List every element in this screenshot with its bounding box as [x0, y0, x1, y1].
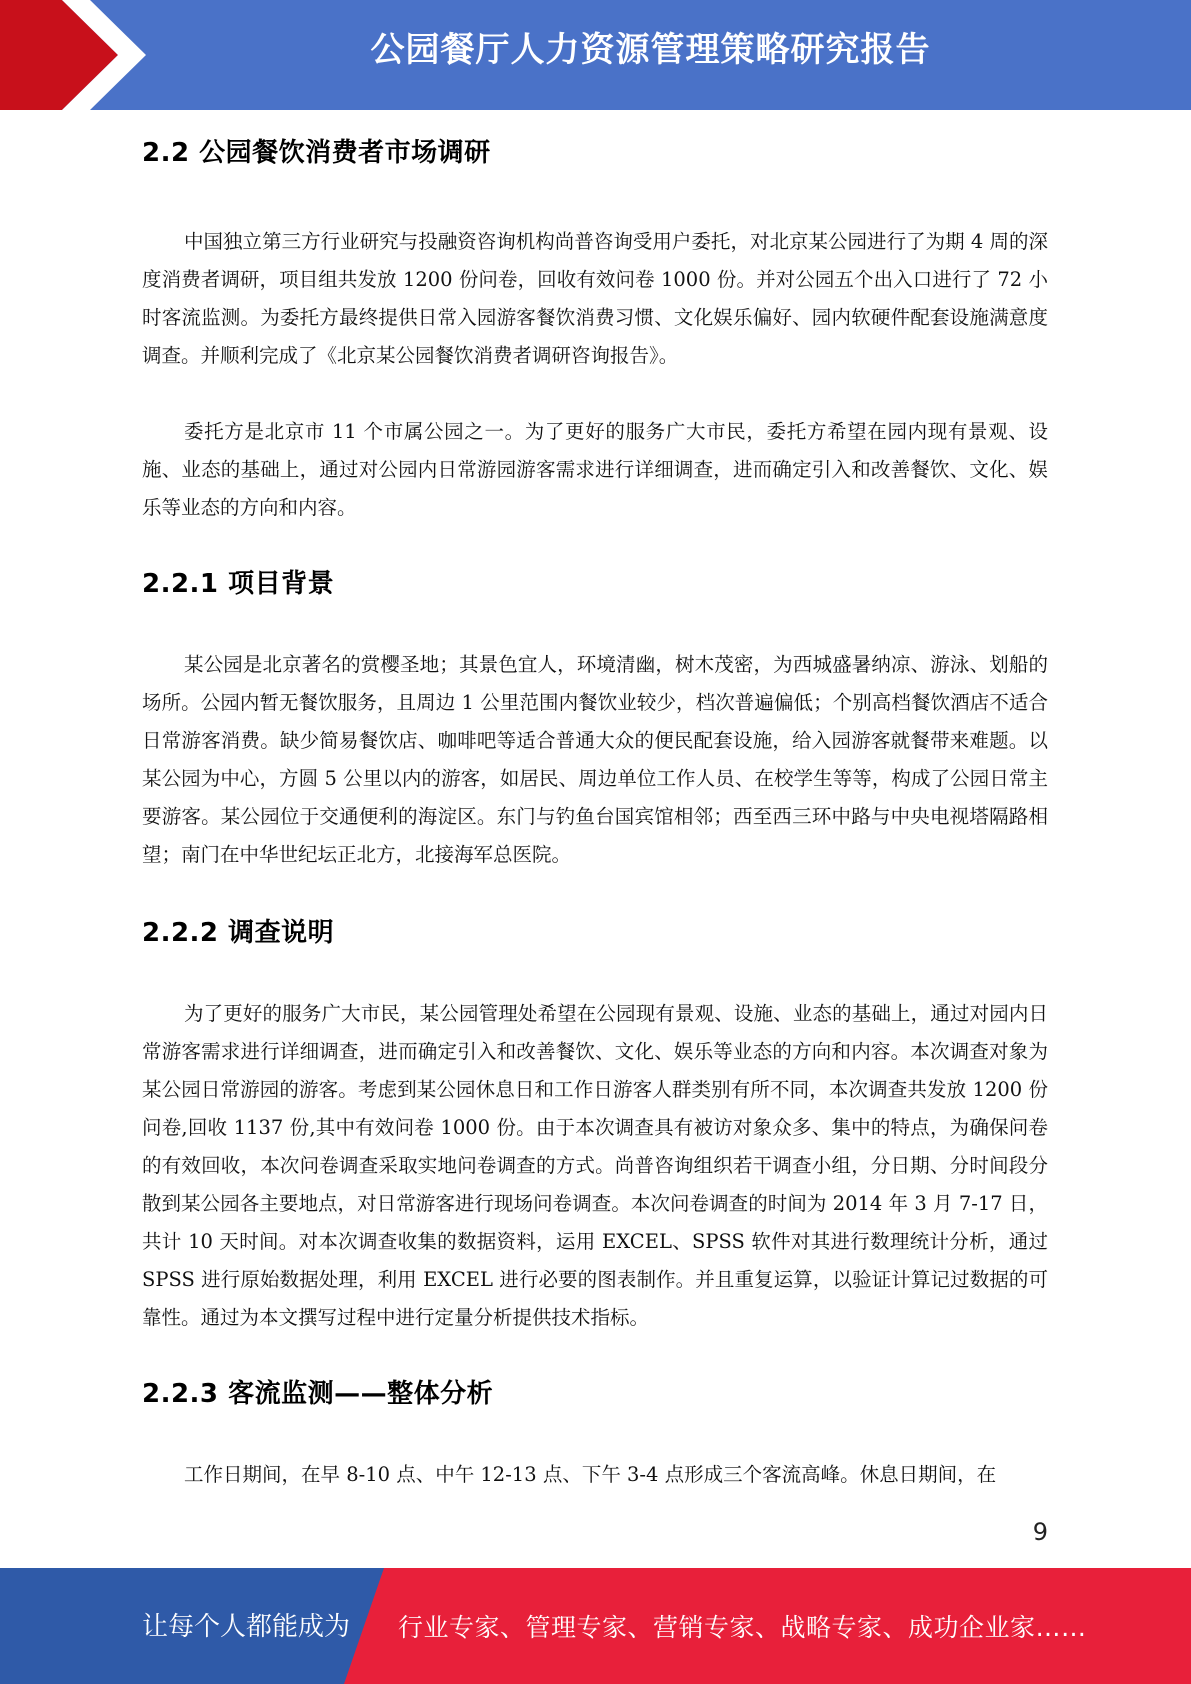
section-heading: 2.2.1 项目背景: [142, 569, 335, 599]
section-heading: 2.2 公园餐饮消费者市场调研: [142, 138, 491, 168]
page-number: 9: [1032, 1518, 1048, 1546]
header-banner: [0, 0, 1191, 110]
document-body: [142, 110, 1048, 1494]
paragraph: 委托方是北京市 11 个市属公园之一。为了更好的服务广大市民，委托方希望在园内现有景观、设施、业态的基础上，通过对公园内日常游园游客需求进行详细调查，进而确定引入和改善餐饮、文化、娱乐等业态的方向和内容。: [142, 420, 1048, 519]
section-heading: 2.2.3 客流监测——整体分析: [142, 1379, 494, 1409]
footer-banner: [0, 1568, 1191, 1684]
footer-slogan-right: 行业专家、管理专家、营销专家、战略专家、成功企业家……: [398, 1613, 1087, 1642]
header-arrow-decoration: [0, 0, 150, 110]
paragraph: 工作日期间，在早 8-10 点、中午 12-13 点、下午 3-4 点形成三个客流高峰。休息日期间，在: [184, 1463, 997, 1486]
paragraph: 为了更好的服务广大市民，某公园管理处希望在公园现有景观、设施、业态的基础上，通过对园内日常游客需求进行详细调查，进而确定引入和改善餐饮、文化、娱乐等业态的方向和内容。本次调查对象为某公园日常游园的游客。考虑到某公园休息日和工作日游客人群类别有所不同，本次调查共发放 1200 份问卷,回收 1137 份,其中有效问卷 1000 份。由于本次调查具有被访对象众多、集中的特点，为确保问卷的有效回收，本次问卷调查采取实地问卷调查的方式。尚普咨询组织若干调查小组，分日期、分时间段分散到某公园各主要地点，对日常游客进行现场问卷调查。本次问卷调查的时间为 2014 年 3 月 7-17 日，共计 10 天时间。对本次调查收集的数据资料，运用 EXCEL、SPSS 软件对其进行数理统计分析，通过 SPSS 进行原始数据处理，利用 EXCEL 进行必要的图表制作。并且重复运算，以验证计算记过数据的可靠性。通过为本文撰写过程中进行定量分析提供技术指标。: [142, 1002, 1048, 1329]
paragraph: 某公园是北京著名的赏樱圣地；其景色宜人，环境清幽，树木茂密，为西城盛暑纳凉、游泳、划船的场所。公园内暂无餐饮服务，且周边 1 公里范围内餐饮业较少，档次普遍偏低；个别高档餐饮酒店不适合日常游客消费。缺少简易餐饮店、咖啡吧等适合普通大众的便民配套设施，给入园游客就餐带来难题。以某公园为中心，方圆 5 公里以内的游客，如居民、周边单位工作人员、在校学生等等，构成了公园日常主要游客。某公园位于交通便利的海淀区。东门与钓鱼台国宾馆相邻；西至西三环中路与中央电视塔隔路相望；南门在中华世纪坛正北方，北接海军总医院。: [142, 653, 1048, 866]
paragraph: 中国独立第三方行业研究与投融资咨询机构尚普咨询受用户委托，对北京某公园进行了为期 4 周的深度消费者调研，项目组共发放 1200 份问卷，回收有效问卷 1000 份。并对公园五个出入口进行了 72 小时客流监测。为委托方最终提供日常入园游客餐饮消费习惯、文化娱乐偏好、园内软硬件配套设施满意度调查。并顺利完成了《北京某公园餐饮消费者调研咨询报告》。: [142, 230, 1048, 367]
footer-slogan-left: 让每个人都能成为: [142, 1612, 351, 1642]
document-title: 公园餐厅人力资源管理策略研究报告: [370, 30, 931, 70]
section-heading: 2.2.2 调查说明: [142, 918, 335, 948]
